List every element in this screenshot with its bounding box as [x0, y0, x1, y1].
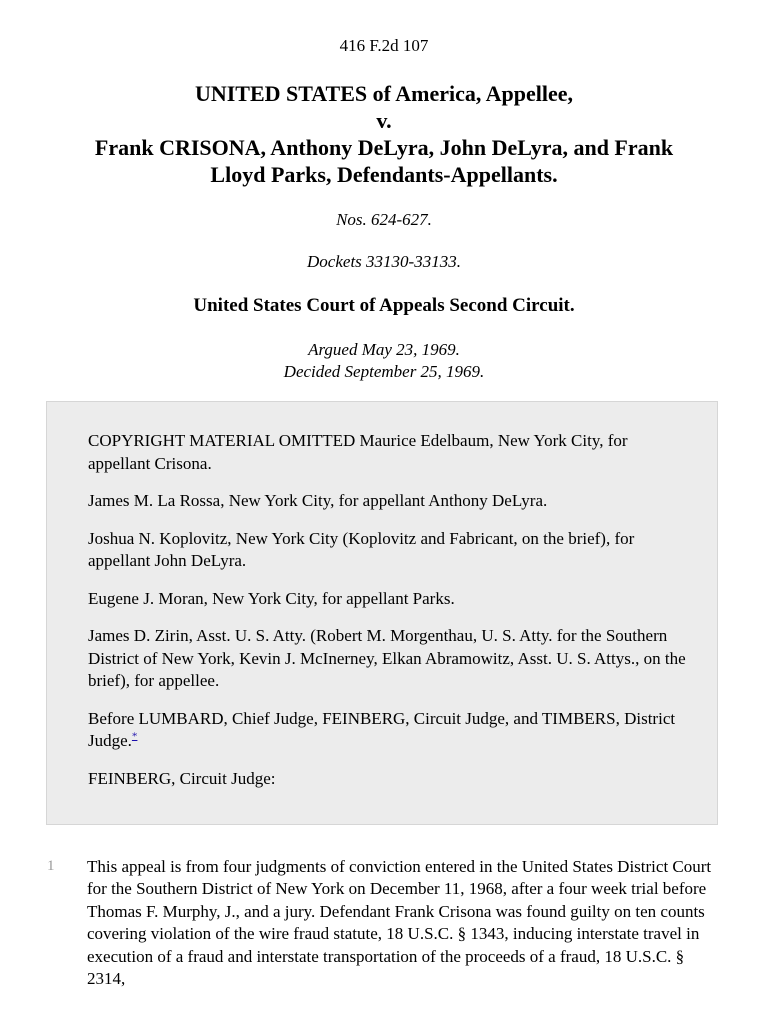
court-name: United States Court of Appeals Second Circuit. [193, 295, 575, 316]
case-citation: 416 F.2d 107 [339, 36, 429, 55]
counsel-box [46, 401, 718, 825]
title-line-appellee: UNITED STATES of America, Appellee, [194, 81, 574, 106]
title-line-defendants-1: Frank CRISONA, Anthony DeLyra, John DeLyra, and Frank [94, 135, 674, 160]
case-numbers: Nos. 624-627. [336, 210, 432, 229]
counsel-entry: Joshua N. Koplovitz, New York City (Koplovitz and Fabricant, on the brief), for appellant John DeLyra. [88, 528, 635, 570]
paragraph-text: This appeal is from four judgments of conviction entered in the United States District Court for the Southern District of New York on December 11, 1968, after a four week trial before Thomas F. Murphy, J., and a jury. Defendant Frank Crisona was found guilty on ten counts covering violation of the wire fraud statute, 18 U.S.C. § 1343, inducing interstate travel in execution of a fraud and interstate transportation of the proceeds of a fraud, 18 U.S.C. § 2314, [87, 857, 712, 989]
panel-judges-text: Before LUMBARD, Chief Judge, FEINBERG, Circuit Judge, and TIMBERS, District Judge. [88, 708, 676, 750]
footnote-link[interactable]: * [131, 730, 138, 743]
panel-judges [88, 708, 688, 753]
counsel-entry: COPYRIGHT MATERIAL OMITTED Maurice Edelbaum, New York City, for appellant Crisona. [88, 431, 628, 473]
docket-numbers: Dockets 33130-33133. [307, 252, 461, 271]
counsel-list [88, 430, 688, 805]
counsel-entry: James D. Zirin, Asst. U. S. Atty. (Robert M. Morgenthau, U. S. Atty. for the Southern District of New York, Kevin J. McInerney, Elkan Abramowitz, Asst. U. S. Attys., on the brief), for appellee. [88, 626, 686, 690]
counsel-entry: Eugene J. Moran, New York City, for appellant Parks. [88, 588, 455, 608]
case-dates [0, 339, 768, 383]
case-title [0, 80, 768, 188]
title-line-defendants-2: Lloyd Parks, Defendants-Appellants. [210, 162, 558, 187]
counsel-entry: James M. La Rossa, New York City, for appellant Anthony DeLyra. [88, 491, 548, 510]
opinion-author: FEINBERG, Circuit Judge: [88, 768, 276, 788]
paragraph-number: 1 [47, 858, 55, 874]
title-line-versus: v. [376, 108, 392, 133]
decided-date: Decided September 25, 1969. [283, 362, 485, 381]
argued-date: Argued May 23, 1969. [308, 340, 460, 359]
